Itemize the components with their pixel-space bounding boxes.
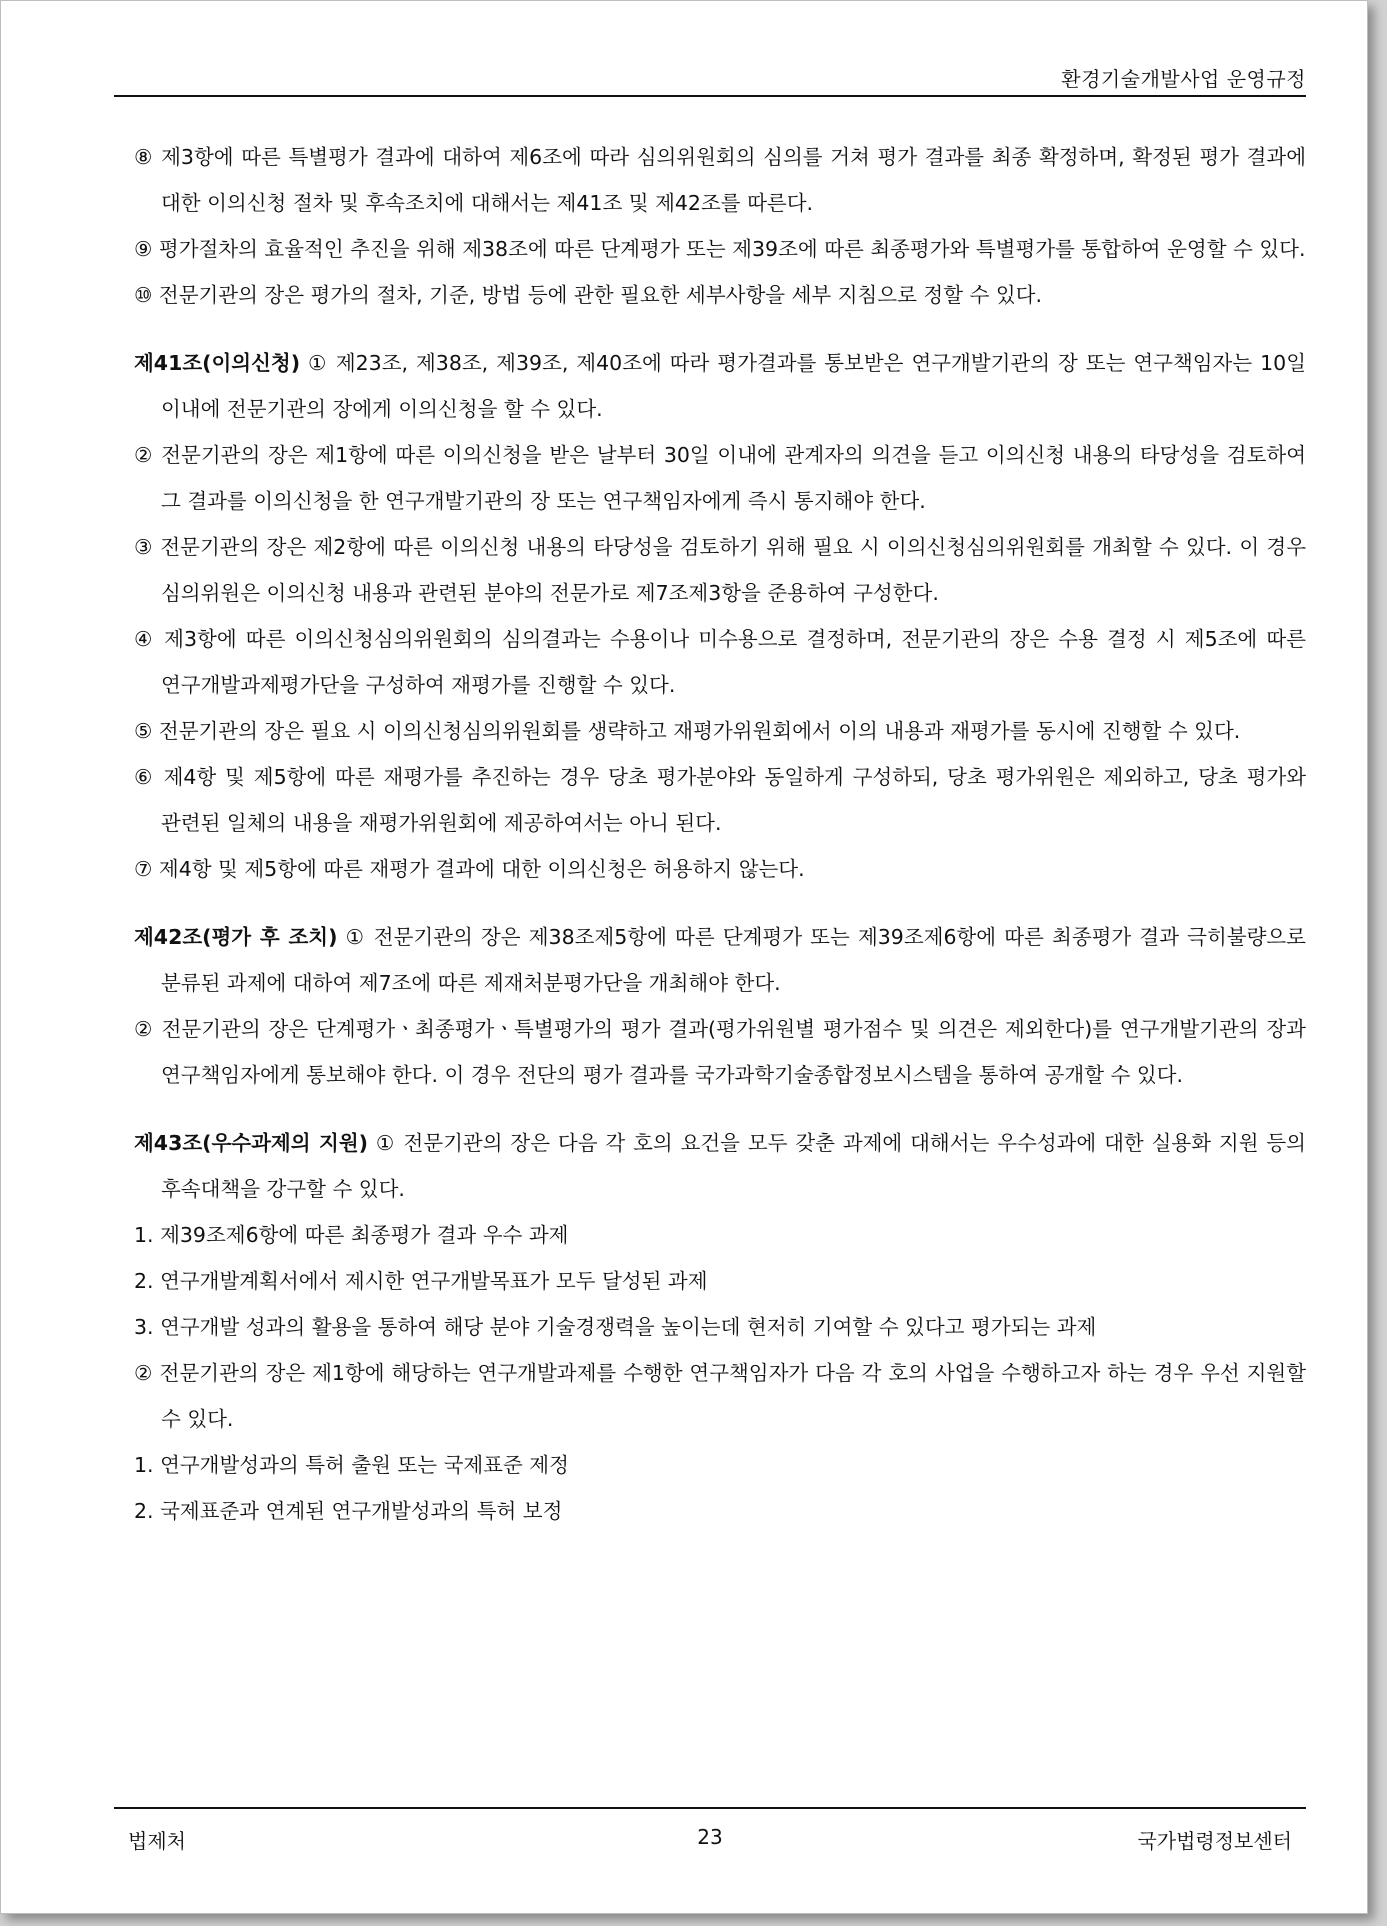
document-title: 환경기술개발사업 운영규정 bbox=[1061, 67, 1306, 91]
article-41 bbox=[134, 340, 1306, 432]
footer-source: 국가법령정보센터 bbox=[1137, 1829, 1292, 1853]
running-header bbox=[114, 61, 1306, 97]
page-number: 23 bbox=[697, 1825, 723, 1849]
paragraph bbox=[134, 754, 1306, 846]
paragraph bbox=[134, 524, 1306, 616]
paragraph-text: ⑨ 평가절차의 효율적인 추진을 위해 제38조에 따른 단계평가 또는 제39조에 따른 최종평가와 특별평가를 통합하여 운영할 수 있다. bbox=[134, 237, 1306, 261]
paragraph-text: 2. 연구개발계획서에서 제시한 연구개발목표가 모두 달성된 과제 bbox=[134, 1269, 708, 1293]
paragraph-text: 1. 연구개발성과의 특허 출원 또는 국제표준 제정 bbox=[134, 1453, 569, 1477]
paragraph-text: ② 전문기관의 장은 제1항에 해당하는 연구개발과제를 수행한 연구책임자가 다음 각 호의 사업을 수행하고자 하는 경우 우선 지원할 수 있다. bbox=[134, 1361, 1306, 1431]
footer-publisher: 법제처 bbox=[128, 1829, 186, 1853]
list-item bbox=[134, 1212, 1306, 1258]
paragraph bbox=[134, 272, 1306, 318]
paragraph bbox=[134, 846, 1306, 892]
list-item bbox=[134, 1442, 1306, 1488]
running-footer bbox=[114, 1807, 1306, 1859]
paragraph-text: 2. 국제표준과 연계된 연구개발성과의 특허 보정 bbox=[134, 1499, 563, 1523]
paragraph bbox=[134, 226, 1306, 272]
list-item bbox=[134, 1304, 1306, 1350]
paragraph-text: ② 전문기관의 장은 단계평가ㆍ최종평가ㆍ특별평가의 평가 결과(평가위원별 평가점수 및 의견은 제외한다)를 연구개발기관의 장과 연구책임자에게 통보해야 한다. 이 경우 전단의 평가 결과를 국가과학기술종합정보시스템을 통하여 공개할 수 있다. bbox=[134, 1017, 1306, 1087]
paragraph bbox=[134, 1006, 1306, 1098]
list-item bbox=[134, 1488, 1306, 1534]
article-43 bbox=[134, 1120, 1306, 1212]
paragraph-text: ① 전문기관의 장은 제38조제5항에 따른 단계평가 또는 제39조제6항에 따른 최종평가 결과 극히불량으로 분류된 과제에 대하여 제7조에 따른 제재처분평가단을 개최해야 한다. bbox=[161, 925, 1306, 995]
list-item bbox=[134, 1258, 1306, 1304]
paragraph-text: ① 전문기관의 장은 다음 각 호의 요건을 모두 갖춘 과제에 대해서는 우수성과에 대한 실용화 지원 등의 후속대책을 강구할 수 있다. bbox=[161, 1131, 1306, 1201]
paragraph-text: 1. 제39조제6항에 따른 최종평가 결과 우수 과제 bbox=[134, 1223, 569, 1247]
paragraph-text: ⑩ 전문기관의 장은 평가의 절차, 기준, 방법 등에 관한 필요한 세부사항을 세부 지침으로 정할 수 있다. bbox=[134, 283, 1042, 307]
paragraph-text: ⑧ 제3항에 따른 특별평가 결과에 대하여 제6조에 따라 심의위원회의 심의를 거쳐 평가 결과를 최종 확정하며, 확정된 평가 결과에 대한 이의신청 절차 및 후속조치에 대해서는 제41조 및 제42조를 따른다. bbox=[134, 145, 1306, 215]
article-42 bbox=[134, 914, 1306, 1006]
paragraph-text: 3. 연구개발 성과의 활용을 통하여 해당 분야 기술경쟁력을 높이는데 현저히 기여할 수 있다고 평가되는 과제 bbox=[134, 1315, 1097, 1339]
page-content bbox=[134, 134, 1306, 1534]
paragraph-text: ⑤ 전문기관의 장은 필요 시 이의신청심의위원회를 생략하고 재평가위원회에서 이의 내용과 재평가를 동시에 진행할 수 있다. bbox=[134, 719, 1241, 743]
paragraph-text: ② 전문기관의 장은 제1항에 따른 이의신청을 받은 날부터 30일 이내에 관계자의 의견을 듣고 이의신청 내용의 타당성을 검토하여 그 결과를 이의신청을 한 연구개발기관의 장 또는 연구책임자에게 즉시 통지해야 한다. bbox=[134, 443, 1306, 513]
paragraph-text: ③ 전문기관의 장은 제2항에 따른 이의신청 내용의 타당성을 검토하기 위해 필요 시 이의신청심의위원회를 개최할 수 있다. 이 경우 심의위원은 이의신청 내용과 관련된 분야의 전문가로 제7조제3항을 준용하여 구성한다. bbox=[134, 535, 1306, 605]
paragraph-text: ⑥ 제4항 및 제5항에 따른 재평가를 추진하는 경우 당초 평가분야와 동일하게 구성하되, 당초 평가위원은 제외하고, 당초 평가와 관련된 일체의 내용을 재평가위원회에 제공하여서는 아니 된다. bbox=[134, 765, 1306, 835]
paragraph bbox=[134, 134, 1306, 226]
paragraph-text: ① 제23조, 제38조, 제39조, 제40조에 따라 평가결과를 통보받은 연구개발기관의 장 또는 연구책임자는 10일 이내에 전문기관의 장에게 이의신청을 할 수 있다. bbox=[161, 351, 1306, 421]
paragraph bbox=[134, 616, 1306, 708]
paragraph-text: ⑦ 제4항 및 제5항에 따른 재평가 결과에 대한 이의신청은 허용하지 않는다. bbox=[134, 857, 805, 881]
paragraph bbox=[134, 1350, 1306, 1442]
article-heading: 제43조(우수과제의 지원) bbox=[134, 1131, 368, 1155]
article-heading: 제42조(평가 후 조치) bbox=[134, 925, 338, 949]
paragraph-text: ④ 제3항에 따른 이의신청심의위원회의 심의결과는 수용이나 미수용으로 결정하며, 전문기관의 장은 수용 결정 시 제5조에 따른 연구개발과제평가단을 구성하여 재평가를 진행할 수 있다. bbox=[134, 627, 1306, 697]
article-heading: 제41조(이의신청) bbox=[134, 351, 301, 375]
paragraph bbox=[134, 708, 1306, 754]
paragraph bbox=[134, 432, 1306, 524]
